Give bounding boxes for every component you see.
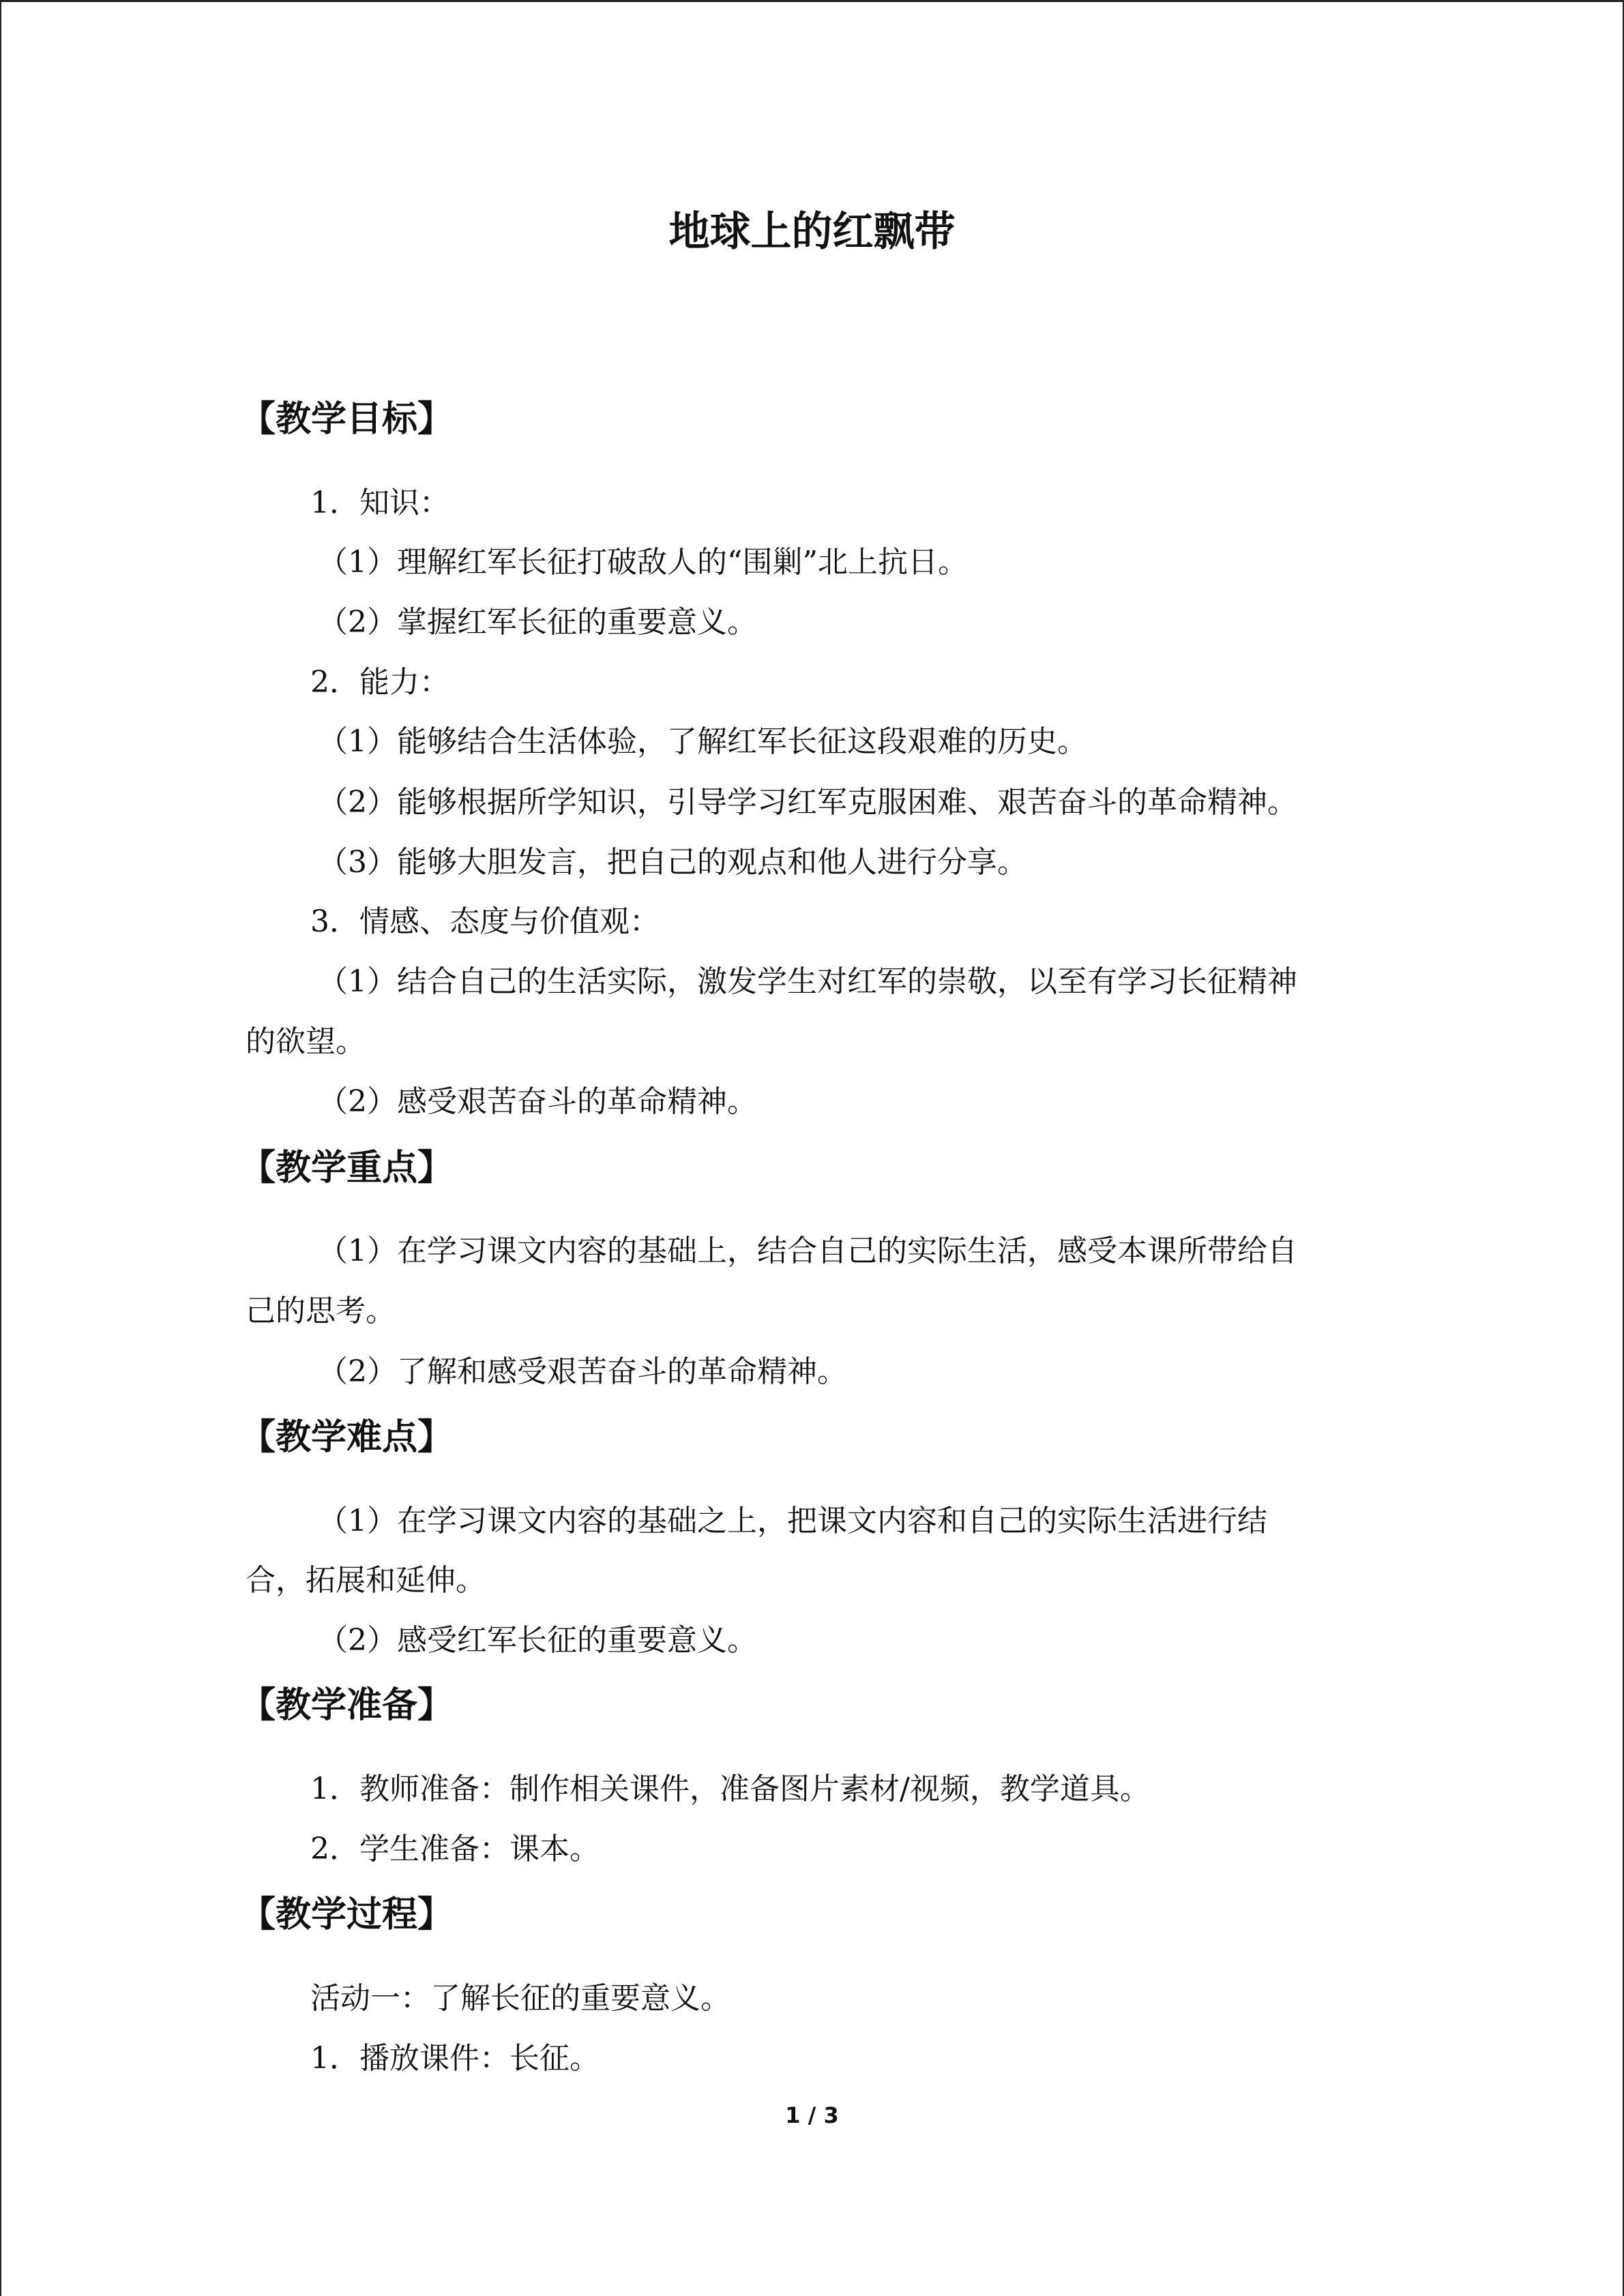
difficulties-line: （2）感受红军长征的重要意义。 xyxy=(318,1623,757,1658)
difficulties-line: （1）在学习课文内容的基础之上，把课文内容和自己的实际生活进行结 xyxy=(318,1504,1267,1538)
goals-line: （2）感受艰苦奋斗的革命精神。 xyxy=(318,1084,757,1119)
goals-line: （3）能够大胆发言，把自己的观点和他人进行分享。 xyxy=(318,845,1027,880)
difficulties-line: 合，拓展和延伸。 xyxy=(246,1563,486,1598)
section-heading-difficulties: 【教学难点】 xyxy=(240,1417,454,1458)
process-line: 1．播放课件：长征。 xyxy=(310,2041,600,2076)
preparation-line: 1．教师准备：制作相关课件，准备图片素材/视频，教学道具。 xyxy=(310,1772,1150,1806)
goals-line: 3．情感、态度与价值观： xyxy=(310,904,660,939)
goals-line: （2）能够根据所学知识，引导学习红军克服困难、艰苦奋斗的革命精神。 xyxy=(318,785,1297,820)
goals-line: 2．能力： xyxy=(310,665,449,700)
preparation-line: 2．学生准备：课本。 xyxy=(310,1832,600,1866)
goals-line: 1．知识： xyxy=(310,486,449,520)
key-points-line: 己的思考。 xyxy=(246,1294,396,1328)
section-heading-process: 【教学过程】 xyxy=(240,1894,454,1935)
document-title: 地球上的红飘带 xyxy=(668,208,956,256)
key-points-line: （1）在学习课文内容的基础上，结合自己的实际生活，感受本课所带给自 xyxy=(318,1234,1297,1268)
goals-line: （2）掌握红军长征的重要意义。 xyxy=(318,605,757,640)
goals-line: （1）理解红军长征打破敌人的“围剿”北上抗日。 xyxy=(318,545,968,580)
section-heading-preparation: 【教学准备】 xyxy=(240,1685,454,1726)
section-heading-goals: 【教学目标】 xyxy=(240,399,454,440)
page-number: 1 / 3 xyxy=(785,2102,839,2128)
section-heading-key-points: 【教学重点】 xyxy=(240,1148,454,1189)
goals-line: 的欲望。 xyxy=(246,1024,366,1059)
key-points-line: （2）了解和感受艰苦奋斗的革命精神。 xyxy=(318,1354,847,1389)
process-line: 活动一：了解长征的重要意义。 xyxy=(310,1981,730,2016)
goals-line: （1）能够结合生活体验，了解红军长征这段艰难的历史。 xyxy=(318,724,1087,759)
goals-line: （1）结合自己的生活实际，激发学生对红军的崇敬，以至有学习长征精神 xyxy=(318,964,1297,999)
